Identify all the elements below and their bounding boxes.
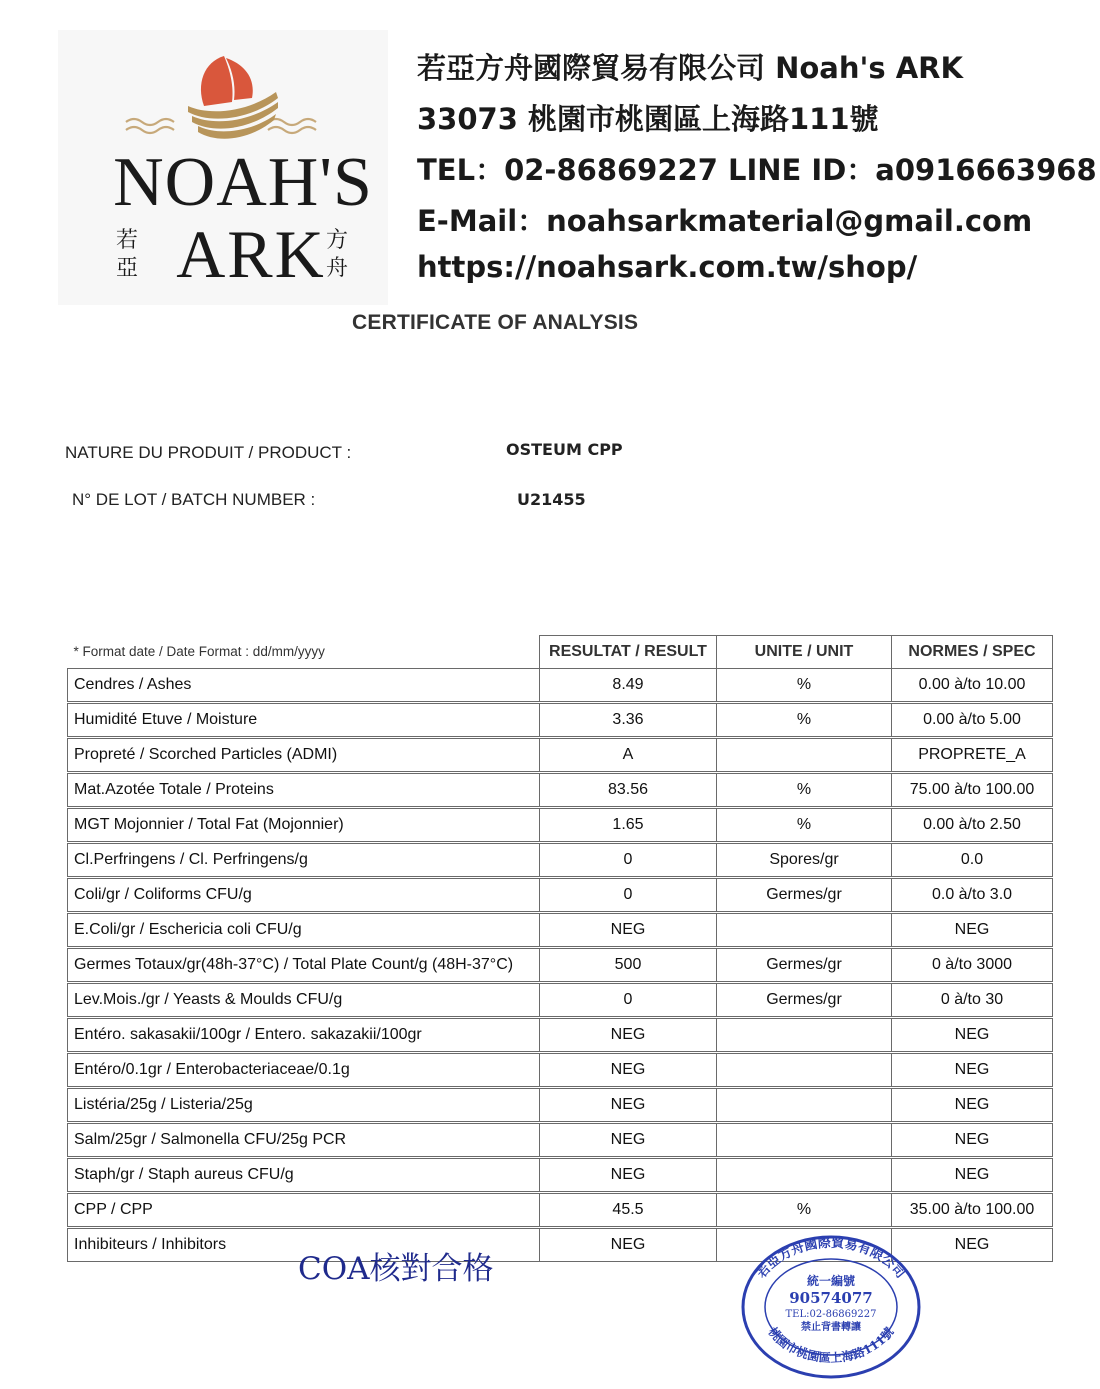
table-row [68, 704, 1053, 737]
spec-cell: 0.00 à/to 10.00 [892, 669, 1053, 702]
unit-cell [717, 1159, 892, 1192]
table-row [68, 1159, 1053, 1192]
unit-cell: % [717, 1194, 892, 1227]
unit-cell [717, 1089, 892, 1122]
unit-cell [717, 1054, 892, 1087]
result-cell: NEG [540, 1089, 717, 1122]
unit-cell [717, 1019, 892, 1052]
result-cell: 0 [540, 879, 717, 912]
parameter-cell: Lev.Mois./gr / Yeasts & Moulds CFU/g [68, 984, 540, 1017]
result-cell: A [540, 739, 717, 772]
parameter-cell: CPP / CPP [68, 1194, 540, 1227]
table-row [68, 984, 1053, 1017]
spec-cell: NEG [892, 1159, 1053, 1192]
unit-cell: Germes/gr [717, 984, 892, 1017]
column-header-result: RESULTAT / RESULT [540, 636, 717, 669]
unit-cell: % [717, 809, 892, 842]
table-row [68, 1089, 1053, 1122]
parameter-cell: Inhibiteurs / Inhibitors [68, 1229, 540, 1262]
logo-cn-left-1: 若 [115, 228, 138, 253]
table-row [68, 949, 1053, 982]
result-cell: NEG [540, 1229, 717, 1262]
unit-cell: % [717, 704, 892, 737]
stamp-ring-text: 若亞方舟國際貿易有限公司 [754, 1235, 908, 1282]
document-title: CERTIFICATE OF ANALYSIS [352, 311, 639, 334]
company-name: 若亞方舟國際貿易有限公司 Noah's ARK [417, 51, 963, 85]
company-website: https://noahsark.com.tw/shop/ [417, 250, 918, 284]
spec-cell: 0 à/to 3000 [892, 949, 1053, 982]
approval-note: COA核對合格 [298, 1251, 494, 1287]
spec-cell: NEG [892, 1089, 1053, 1122]
column-header-spec: NORMES / SPEC [892, 636, 1053, 669]
stamp-line-1: 統一編號 [806, 1274, 856, 1288]
result-cell: 0 [540, 984, 717, 1017]
stamp-line-4: 禁止背書轉讓 [801, 1322, 861, 1333]
ship-logo-icon [118, 40, 328, 150]
spec-cell: 0.00 à/to 2.50 [892, 809, 1053, 842]
spec-cell: 35.00 à/to 100.00 [892, 1194, 1053, 1227]
spec-cell: 0.0 à/to 3.0 [892, 879, 1053, 912]
unit-cell [717, 739, 892, 772]
table-row [68, 1124, 1053, 1157]
spec-cell: NEG [892, 1229, 1053, 1262]
table-row [68, 1054, 1053, 1087]
spec-cell: 0 à/to 30 [892, 984, 1053, 1017]
result-cell: 83.56 [540, 774, 717, 807]
parameter-cell: Entéro. sakasakii/100gr / Entero. sakazakii/100gr [68, 1019, 540, 1052]
result-cell: NEG [540, 1054, 717, 1087]
parameter-cell: MGT Mojonnier / Total Fat (Mojonnier) [68, 809, 540, 842]
unit-cell: Spores/gr [717, 844, 892, 877]
stamp-bottom-text: 桃園市桃園區上海路111號 [765, 1324, 897, 1366]
parameter-cell: Mat.Azotée Totale / Proteins [68, 774, 540, 807]
table-row [68, 1019, 1053, 1052]
table-row [68, 844, 1053, 877]
stamp-line-3: TEL:02-86869227 [785, 1309, 877, 1320]
parameter-cell: E.Coli/gr / Eschericia coli CFU/g [68, 914, 540, 947]
result-cell: 0 [540, 844, 717, 877]
parameter-cell: Cendres / Ashes [68, 669, 540, 702]
spec-cell: NEG [892, 914, 1053, 947]
company-email: E-Mail：noahsarkmaterial@gmail.com [417, 204, 1033, 238]
spec-cell: PROPRETE_A [892, 739, 1053, 772]
parameter-cell: Germes Totaux/gr(48h-37°C) / Total Plate Count/g (48H-37°C) [68, 949, 540, 982]
spec-cell: 0.00 à/to 5.00 [892, 704, 1053, 737]
unit-cell [717, 1124, 892, 1157]
product-value: OSTEUM CPP [506, 440, 623, 459]
parameter-cell: Entéro/0.1gr / Enterobacteriaceae/0.1g [68, 1054, 540, 1087]
product-label: NATURE DU PRODUIT / PRODUCT : [65, 443, 352, 462]
table-header-row [68, 636, 1053, 669]
logo-cn-right-1: 方 [325, 228, 348, 253]
analysis-table [67, 635, 1053, 1262]
company-stamp-icon [740, 1233, 922, 1381]
table-row [68, 879, 1053, 912]
result-cell: NEG [540, 1124, 717, 1157]
result-cell: NEG [540, 1019, 717, 1052]
unit-cell: % [717, 669, 892, 702]
result-cell: 8.49 [540, 669, 717, 702]
result-cell: NEG [540, 914, 717, 947]
column-header-unit: UNITE / UNIT [717, 636, 892, 669]
unit-cell: Germes/gr [717, 949, 892, 982]
parameter-cell: Humidité Etuve / Moisture [68, 704, 540, 737]
result-cell: 500 [540, 949, 717, 982]
company-logo [58, 30, 388, 305]
result-cell: 3.36 [540, 704, 717, 737]
table-row [68, 1194, 1053, 1227]
parameter-cell: Listéria/25g / Listeria/25g [68, 1089, 540, 1122]
unit-cell [717, 914, 892, 947]
spec-cell: NEG [892, 1054, 1053, 1087]
table-row [68, 774, 1053, 807]
batch-label: N° DE LOT / BATCH NUMBER : [72, 490, 316, 509]
parameter-cell: Coli/gr / Coliforms CFU/g [68, 879, 540, 912]
table-row [68, 809, 1053, 842]
result-cell: 45.5 [540, 1194, 717, 1227]
result-cell: NEG [540, 1159, 717, 1192]
analysis-table-body [68, 669, 1053, 1262]
logo-cn-left-2: 亞 [115, 256, 138, 281]
spec-cell: 75.00 à/to 100.00 [892, 774, 1053, 807]
unit-cell: % [717, 774, 892, 807]
unit-cell: Germes/gr [717, 879, 892, 912]
stamp-line-2: 90574077 [789, 1289, 873, 1307]
parameter-cell: Cl.Perfringens / Cl. Perfringens/g [68, 844, 540, 877]
logo-cn-right-2: 舟 [325, 256, 348, 281]
logo-wordmark-line-1: NOAH'S [113, 144, 373, 221]
table-row [68, 914, 1053, 947]
company-address: 33073 桃園市桃園區上海路111號 [417, 102, 879, 136]
parameter-cell: Staph/gr / Staph aureus CFU/g [68, 1159, 540, 1192]
company-contact: TEL：02-86869227 LINE ID：a0916663968 [417, 153, 1097, 187]
spec-cell: NEG [892, 1124, 1053, 1157]
table-row [68, 669, 1053, 702]
spec-cell: 0.0 [892, 844, 1053, 877]
date-format-note: * Format date / Date Format : dd/mm/yyyy [73, 644, 325, 660]
parameter-cell: Salm/25gr / Salmonella CFU/25g PCR [68, 1124, 540, 1157]
parameter-cell: Propreté / Scorched Particles (ADMI) [68, 739, 540, 772]
result-cell: 1.65 [540, 809, 717, 842]
batch-value: U21455 [517, 490, 586, 509]
table-row [68, 739, 1053, 772]
logo-wordmark-line-2: ARK [176, 216, 326, 292]
spec-cell: NEG [892, 1019, 1053, 1052]
